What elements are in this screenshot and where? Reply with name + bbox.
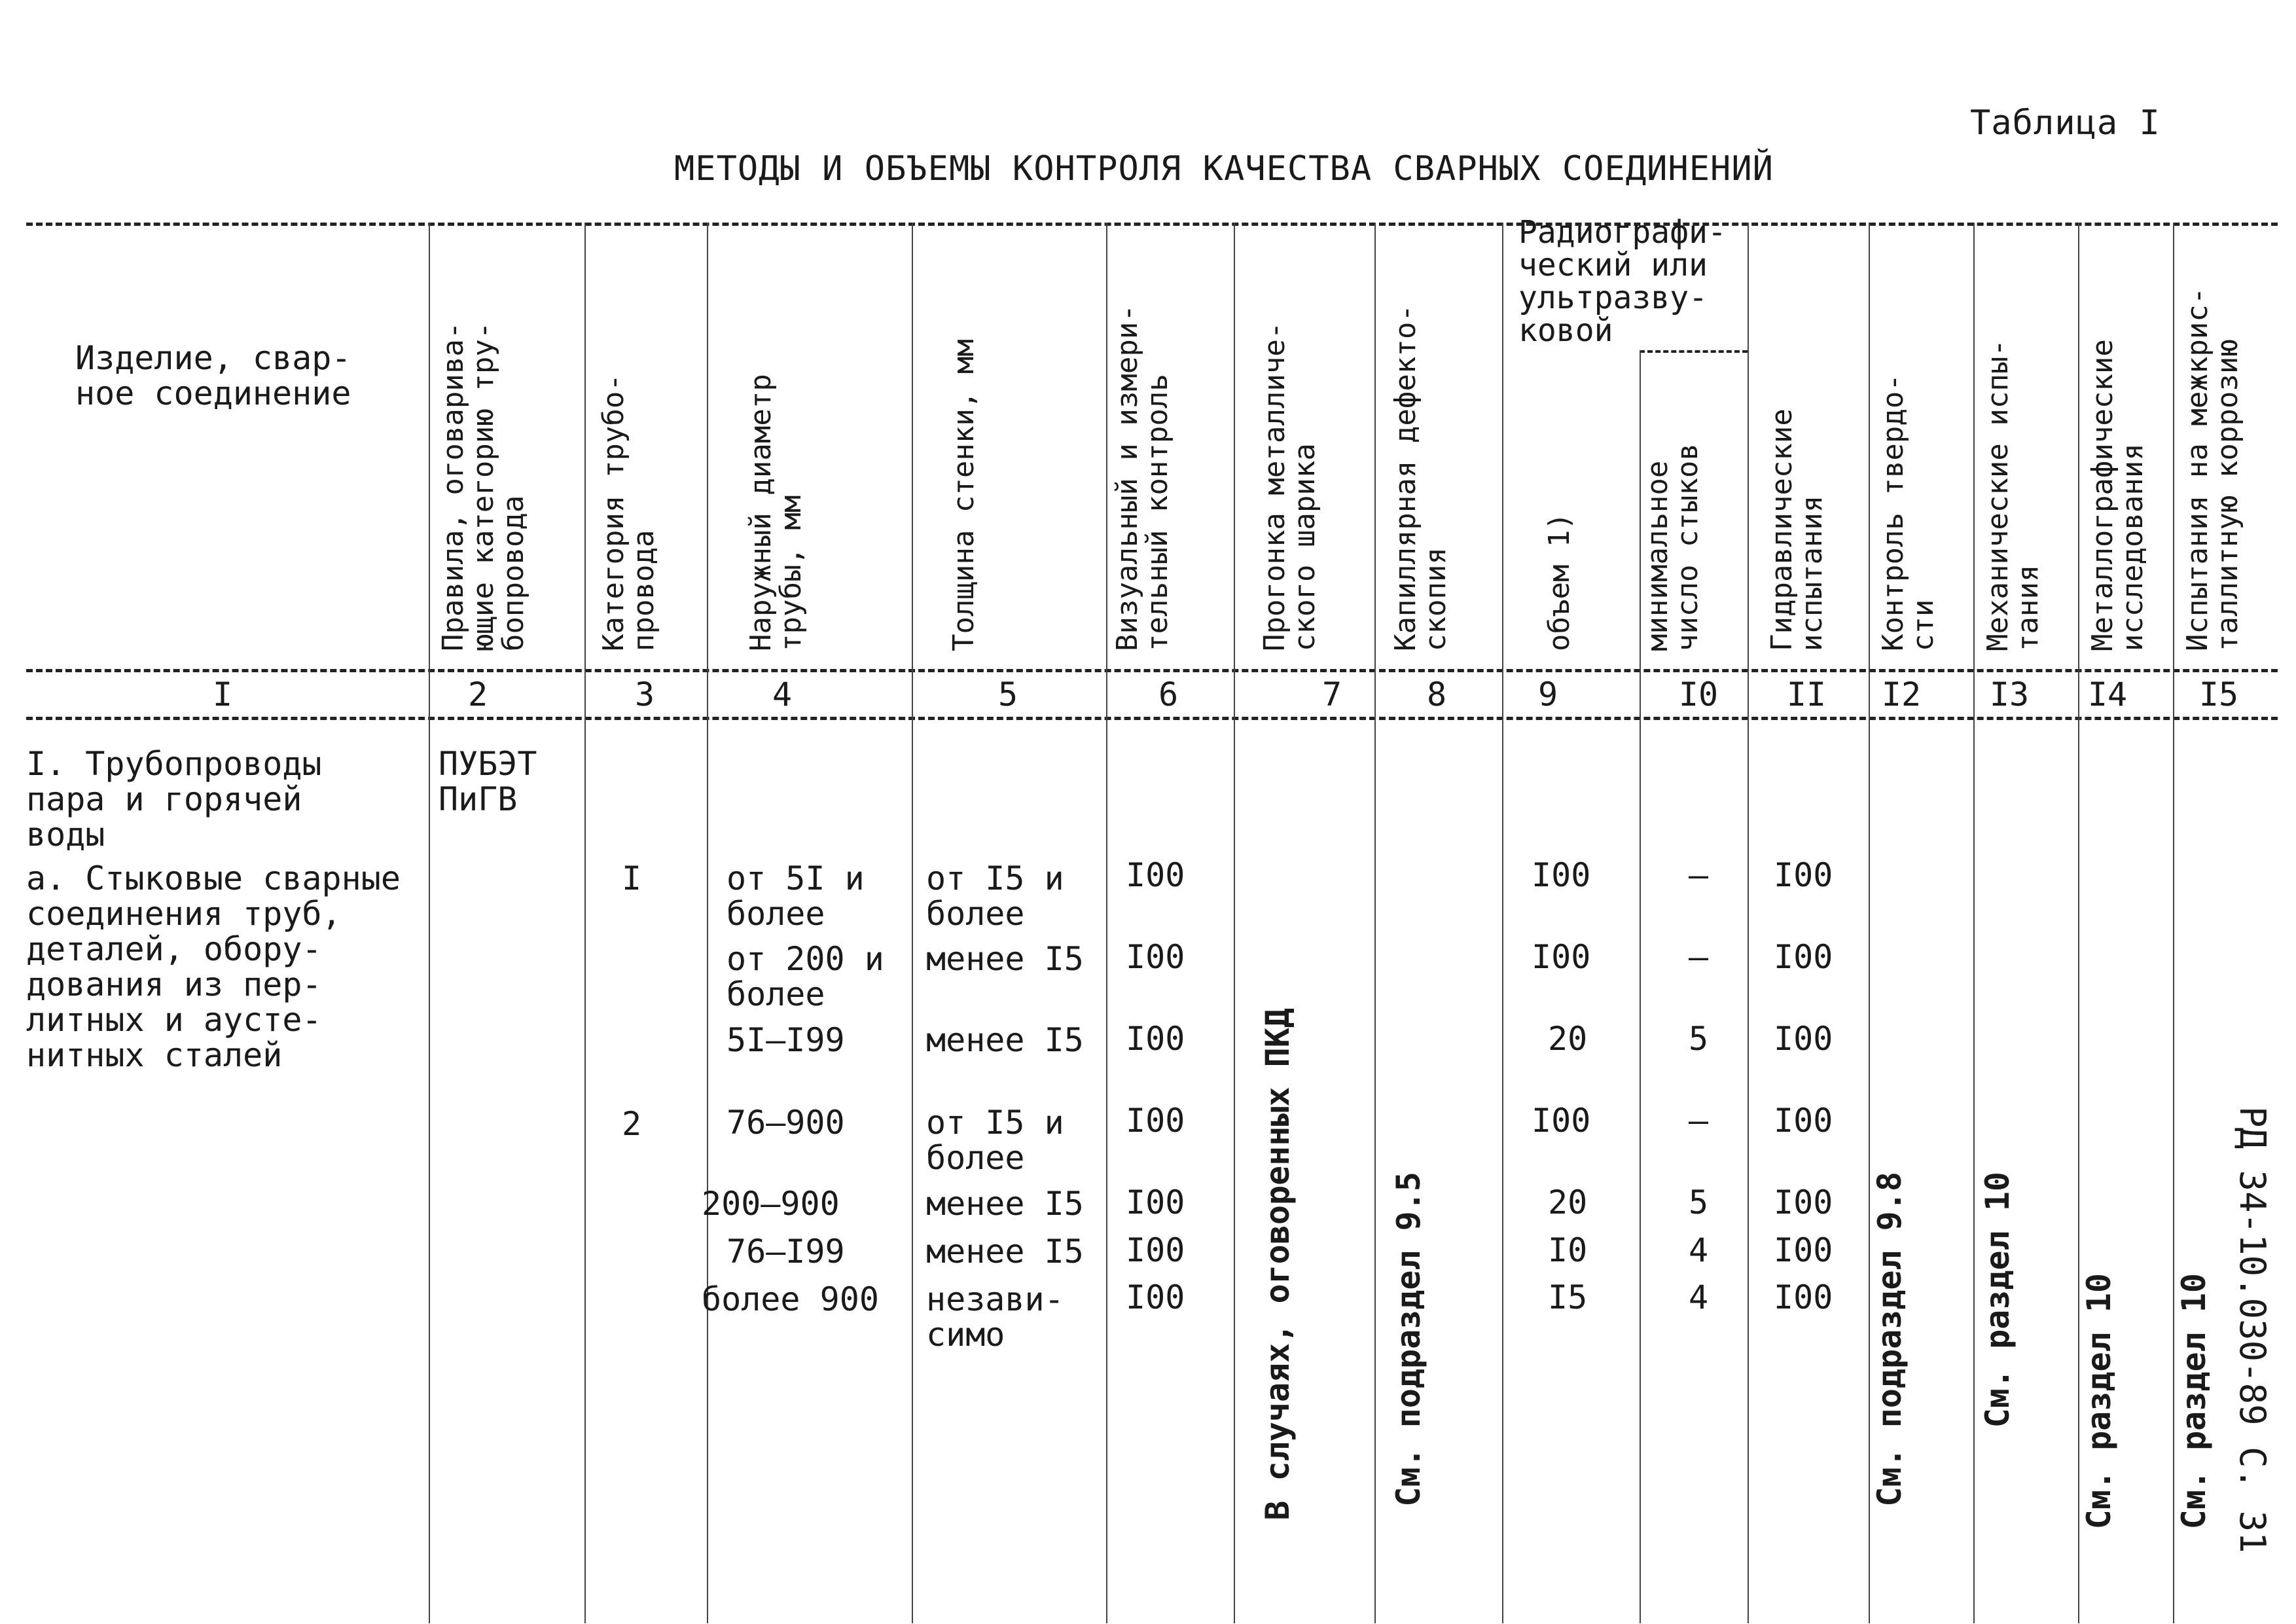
cell-wall: менее I5 [926,940,1084,978]
header-min-joints: минимальное число стыков [1641,443,1704,651]
cell-diameter: от 200 и более [726,940,884,1013]
subsection-title: а. Стыковые сварные соединения труб, деталей, обору- дования из пер- литных и аусте- нитных сталей [26,859,401,1074]
col-sep [1106,223,1107,1623]
col-number: 2 [467,676,488,713]
col-number: 4 [772,676,793,713]
col-number: I3 [1989,676,2030,713]
col-number: I0 [1678,676,1719,713]
col-number: 9 [1537,676,1558,713]
cell-diameter: более 900 [702,1280,879,1318]
note-mechanical-ref: См. раздел 10 [1979,1172,2017,1428]
cell-volume: I0 [1548,1231,1588,1269]
cell-volume: I00 [1532,938,1591,976]
cell-visual: I00 [1126,1278,1185,1316]
cell-volume: I5 [1548,1278,1588,1316]
section-title: I. Трубопроводы пара и горячей воды [26,745,322,854]
col-sep [2173,223,2174,1623]
note-corrosion-ref: См. раздел 10 [2175,1273,2213,1530]
col-sep [2078,223,2079,1623]
cell-min-joints: 5 [1689,1183,1709,1221]
header-category: Категория трубо- провода [597,374,660,651]
col-number: 7 [1321,676,1342,713]
header-capillary: Капиллярная дефекто- скопия [1389,304,1452,651]
header-metallographic: Металлографические исследования [2086,339,2149,651]
rule-header-bottom [26,669,2278,672]
cell-diameter: 200–900 [702,1185,840,1223]
col-sep [1502,223,1503,1623]
col-sep [429,223,430,1623]
category-value: 2 [622,1105,642,1143]
col-number: I5 [2198,676,2239,713]
col-number: II [1786,676,1827,713]
col-number: I2 [1881,676,1922,713]
document-code: РД 34-10.030-89 С. 31 [2232,1106,2273,1553]
cell-wall: от I5 и более [926,1104,1064,1177]
cell-min-joints: – [1689,1102,1709,1140]
header-visual: Визуальный и измери- тельный контроль [1111,304,1174,651]
cell-diameter: 5I–I99 [726,1021,845,1059]
header-ball: Прогонка металличе- ского шарика [1258,321,1321,651]
col-sep [1374,223,1376,1623]
cell-min-joints: 4 [1689,1231,1709,1269]
col-sep [1748,223,1749,1623]
header-radiography: Радиографи- ческий или ультразву- ковой [1518,214,1727,349]
header-rules: Правила, оговарива- ющие категорию тру- бопровода [437,321,530,651]
cell-wall: менее I5 [926,1233,1084,1271]
cell-min-joints: – [1689,938,1709,976]
header-corrosion: Испытания на межкрис- таллитную коррозию [2181,287,2244,651]
cell-wall: менее I5 [926,1021,1084,1059]
cell-volume: I00 [1532,856,1591,894]
cell-wall: от I5 и более [926,859,1064,933]
col-sep [1869,223,1870,1623]
rule-numbers-bottom [26,717,2278,720]
rule-top [26,223,2278,226]
col-sep [1234,223,1235,1623]
cell-min-joints: 5 [1689,1020,1709,1058]
table-label: Таблица I [1970,103,2161,143]
header-hydraulic: Гидравлические испытания [1765,408,1829,651]
col-sep [707,223,708,1623]
col-sep [912,223,913,1623]
note-hardness-ref: См. подраздел 9.8 [1871,1172,1909,1507]
header-mechanical: Механические испы- тания [1981,339,2045,651]
col-number: I4 [2087,676,2128,713]
note-metallographic-ref: См. раздел 10 [2080,1273,2118,1530]
col-number: I [212,676,233,713]
col-number: 6 [1158,676,1179,713]
col-number: 8 [1426,676,1447,713]
cell-hydraulic: I00 [1774,1231,1833,1269]
cell-visual: I00 [1126,1231,1185,1269]
cell-hydraulic: I00 [1774,856,1833,894]
cell-min-joints: – [1689,856,1709,894]
cell-visual: I00 [1126,1020,1185,1058]
note-capillary-ref: См. подраздел 9.5 [1390,1172,1427,1507]
page-title: МЕТОДЫ И ОБЪЕМЫ КОНТРОЛЯ КАЧЕСТВА СВАРНЫХ СОЕДИНЕНИЙ [674,149,1774,189]
cell-diameter: от 5I и более [726,859,865,933]
note-ball-cases: В случаях, оговоренных ПКД [1259,1008,1297,1521]
cell-wall: менее I5 [926,1185,1084,1223]
cell-volume: I00 [1532,1102,1591,1140]
cell-hydraulic: I00 [1774,1102,1833,1140]
cell-min-joints: 4 [1689,1278,1709,1316]
cell-hydraulic: I00 [1774,1183,1833,1221]
cell-wall: незави- симо [926,1280,1064,1354]
col-sep [1973,223,1975,1623]
cell-volume: 20 [1548,1183,1588,1221]
rule-radiography-split [1640,350,1748,353]
cell-diameter: 76–I99 [726,1233,845,1271]
col-number: 5 [997,676,1018,713]
cell-volume: 20 [1548,1020,1588,1058]
cell-visual: I00 [1126,938,1185,976]
col-sep [584,223,586,1623]
header-volume: объем 1) [1543,513,1576,651]
cell-visual: I00 [1126,856,1185,894]
cell-hydraulic: I00 [1774,1278,1833,1316]
header-hardness: Контроль твердо- сти [1876,374,1940,651]
cell-visual: I00 [1126,1183,1185,1221]
cell-hydraulic: I00 [1774,938,1833,976]
col-number: 3 [634,676,655,713]
header-item: Изделие, свар- ное соединение [75,339,351,412]
cell-diameter: 76–900 [726,1104,845,1142]
cell-hydraulic: I00 [1774,1020,1833,1058]
header-wall: Толщина стенки, мм [947,339,980,651]
cell-visual: I00 [1126,1102,1185,1140]
category-value: I [622,859,642,897]
header-diameter: Наружный диаметр трубы, мм [744,374,808,651]
section-rules: ПУБЭТ ПиГВ [439,745,537,818]
